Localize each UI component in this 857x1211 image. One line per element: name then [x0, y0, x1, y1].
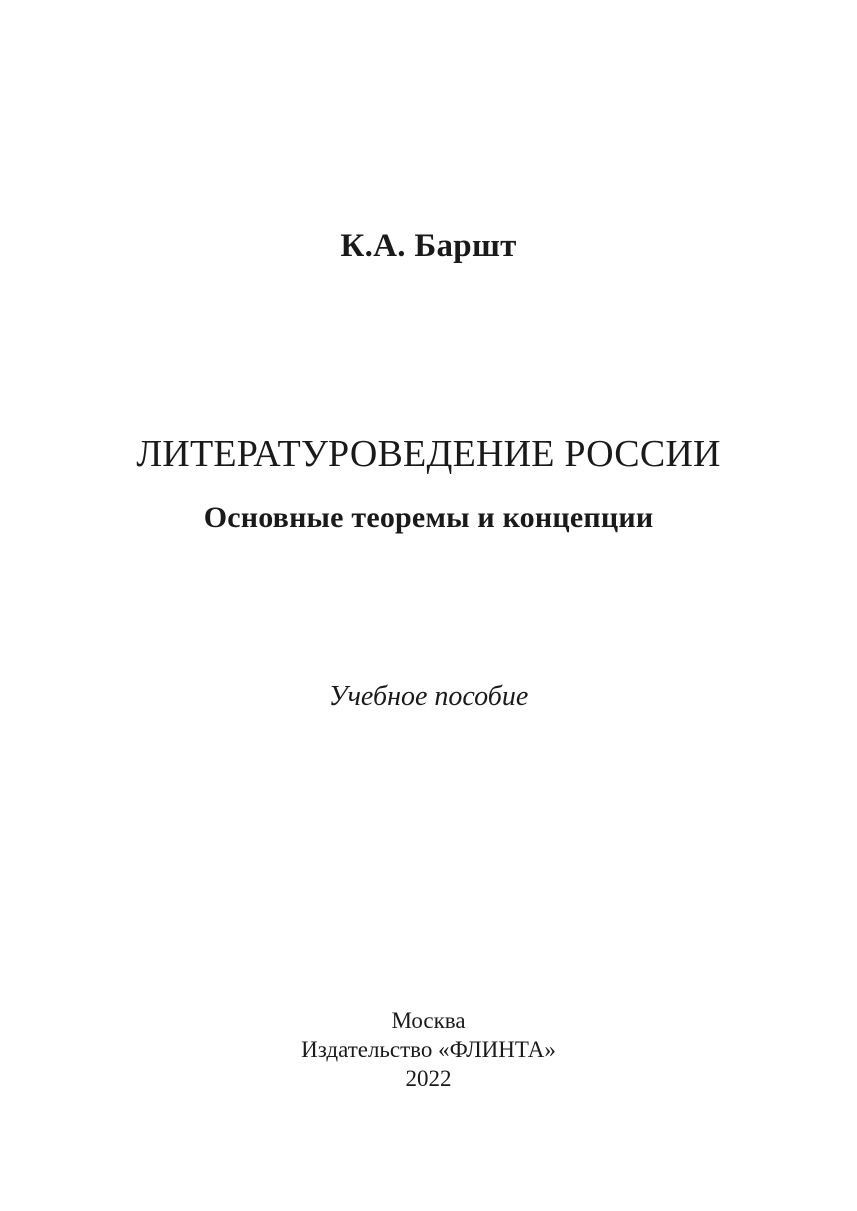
book-subtitle: Основные теоремы и концепции [203, 501, 654, 534]
imprint-block [0, 1006, 857, 1093]
imprint-city: Москва [391, 1008, 466, 1033]
imprint-publisher: Издательство «ФЛИНТА» [301, 1037, 556, 1062]
imprint-year: 2022 [405, 1066, 452, 1091]
publication-type: Учебное пособие [328, 681, 529, 712]
book-title: ЛИТЕРАТУРОВЕДЕНИЕ РОССИИ [136, 433, 721, 475]
author-name: К.А. Баршт [340, 228, 517, 264]
